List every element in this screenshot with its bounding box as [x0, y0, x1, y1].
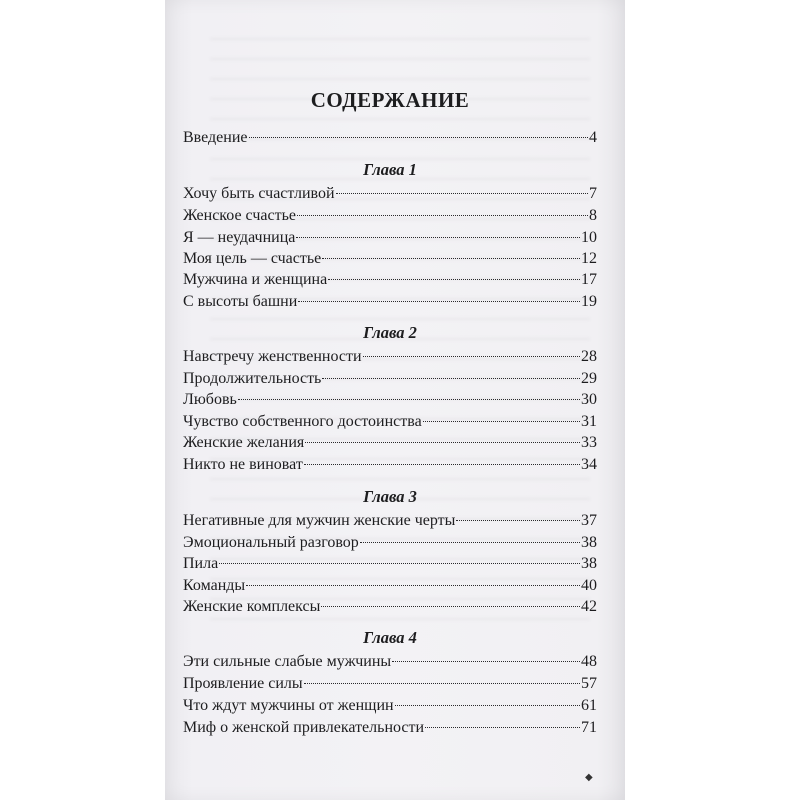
- dot-leader: [392, 661, 580, 662]
- entry-page: 19: [581, 293, 597, 310]
- toc-entry: [183, 184, 597, 203]
- entry-page: 71: [581, 719, 597, 736]
- chapter-heading-3: Глава 3: [363, 487, 417, 506]
- entry-label: Женское счастье: [183, 207, 296, 224]
- toc-entry: [183, 597, 597, 616]
- entry-page: 37: [581, 512, 597, 529]
- dot-leader: [246, 585, 580, 586]
- chapter-heading-4: Глава 4: [363, 628, 417, 647]
- entry-label: Женские комплексы: [183, 598, 321, 615]
- entry-label: Чувство собственного достоинства: [183, 413, 422, 430]
- toc-entry: [183, 511, 597, 530]
- entry-page: 61: [581, 697, 597, 714]
- dot-leader: [238, 399, 580, 400]
- entry-label: Введение: [183, 129, 248, 146]
- dot-leader: [322, 258, 580, 259]
- entry-label: Хочу быть счастливой: [183, 185, 335, 202]
- entry-label: Проявление силы: [183, 675, 303, 692]
- page-title: СОДЕРЖАНИЕ: [310, 88, 470, 112]
- toc-entry: [183, 455, 597, 474]
- toc-entry: [183, 696, 597, 715]
- entry-label: Любовь: [183, 391, 237, 408]
- entry-page: 17: [581, 271, 597, 288]
- entry-label: Негативные для мужчин женские черты: [183, 512, 456, 529]
- entry-page: 30: [581, 391, 597, 408]
- entry-page: 38: [581, 534, 597, 551]
- toc-entry: [183, 554, 597, 573]
- dot-leader: [456, 520, 580, 521]
- entry-label: Моя цель — счастье: [183, 250, 322, 267]
- entry-page: 42: [581, 598, 597, 615]
- entry-page: 33: [581, 434, 597, 451]
- toc-entry: [183, 576, 597, 595]
- dot-leader: [328, 279, 580, 280]
- entry-page: 8: [589, 207, 597, 224]
- toc-entry: [183, 412, 597, 431]
- toc-entry: [183, 206, 597, 225]
- dot-leader: [336, 193, 588, 194]
- entry-label: Миф о женской привлекательности: [183, 719, 425, 736]
- toc-entry: [183, 369, 597, 388]
- entry-page: 10: [581, 229, 597, 246]
- toc-entry: [183, 249, 597, 268]
- entry-page: 38: [581, 555, 597, 572]
- entry-label: Пила: [183, 555, 219, 572]
- entry-label: Женские желания: [183, 434, 305, 451]
- entry-label: Что ждут мужчины от женщин: [183, 697, 394, 714]
- entry-label: С высоты башни: [183, 293, 298, 310]
- entry-page: 40: [581, 577, 597, 594]
- entry-label: Команды: [183, 577, 246, 594]
- print-mark-icon: ◆: [585, 772, 593, 783]
- entry-label: Мужчина и женщина: [183, 271, 328, 288]
- dot-leader: [298, 301, 580, 302]
- entry-page: 31: [581, 413, 597, 430]
- entry-page: 4: [589, 129, 597, 146]
- toc-entry: [183, 718, 597, 737]
- entry-page: 34: [581, 456, 597, 473]
- toc-entry: [183, 433, 597, 452]
- entry-label: Эти сильные слабые мужчины: [183, 653, 392, 670]
- entry-page: 7: [589, 185, 597, 202]
- dot-leader: [304, 464, 580, 465]
- dot-leader: [395, 705, 580, 706]
- entry-page: 57: [581, 675, 597, 692]
- dot-leader: [219, 563, 580, 564]
- dot-leader: [296, 237, 580, 238]
- entry-label: Навстречу женственности: [183, 348, 362, 365]
- toc-entry: [183, 270, 597, 289]
- dot-leader: [304, 683, 580, 684]
- entry-page: 28: [581, 348, 597, 365]
- toc-entry: [183, 652, 597, 671]
- dot-leader: [425, 727, 580, 728]
- dot-leader: [322, 378, 580, 379]
- dot-leader: [297, 215, 588, 216]
- toc-entry: [183, 390, 597, 409]
- toc-entry-intro: [183, 128, 597, 147]
- toc-entry: [183, 292, 597, 311]
- toc-entry: [183, 347, 597, 366]
- toc-entry: [183, 533, 597, 552]
- entry-label: Продолжительность: [183, 370, 322, 387]
- toc-entry: [183, 228, 597, 247]
- toc-entry: [183, 674, 597, 693]
- chapter-heading-2: Глава 2: [363, 323, 417, 342]
- entry-label: Эмоциональный разговор: [183, 534, 359, 551]
- entry-page: 12: [581, 250, 597, 267]
- dot-leader: [423, 421, 580, 422]
- dot-leader: [363, 356, 581, 357]
- entry-label: Никто не виноват: [183, 456, 303, 473]
- dot-leader: [305, 442, 580, 443]
- dot-leader: [321, 606, 580, 607]
- dot-leader: [360, 542, 580, 543]
- chapter-heading-1: Глава 1: [363, 160, 417, 179]
- entry-label: Я — неудачница: [183, 229, 296, 246]
- entry-page: 29: [581, 370, 597, 387]
- dot-leader: [249, 137, 589, 138]
- entry-page: 48: [581, 653, 597, 670]
